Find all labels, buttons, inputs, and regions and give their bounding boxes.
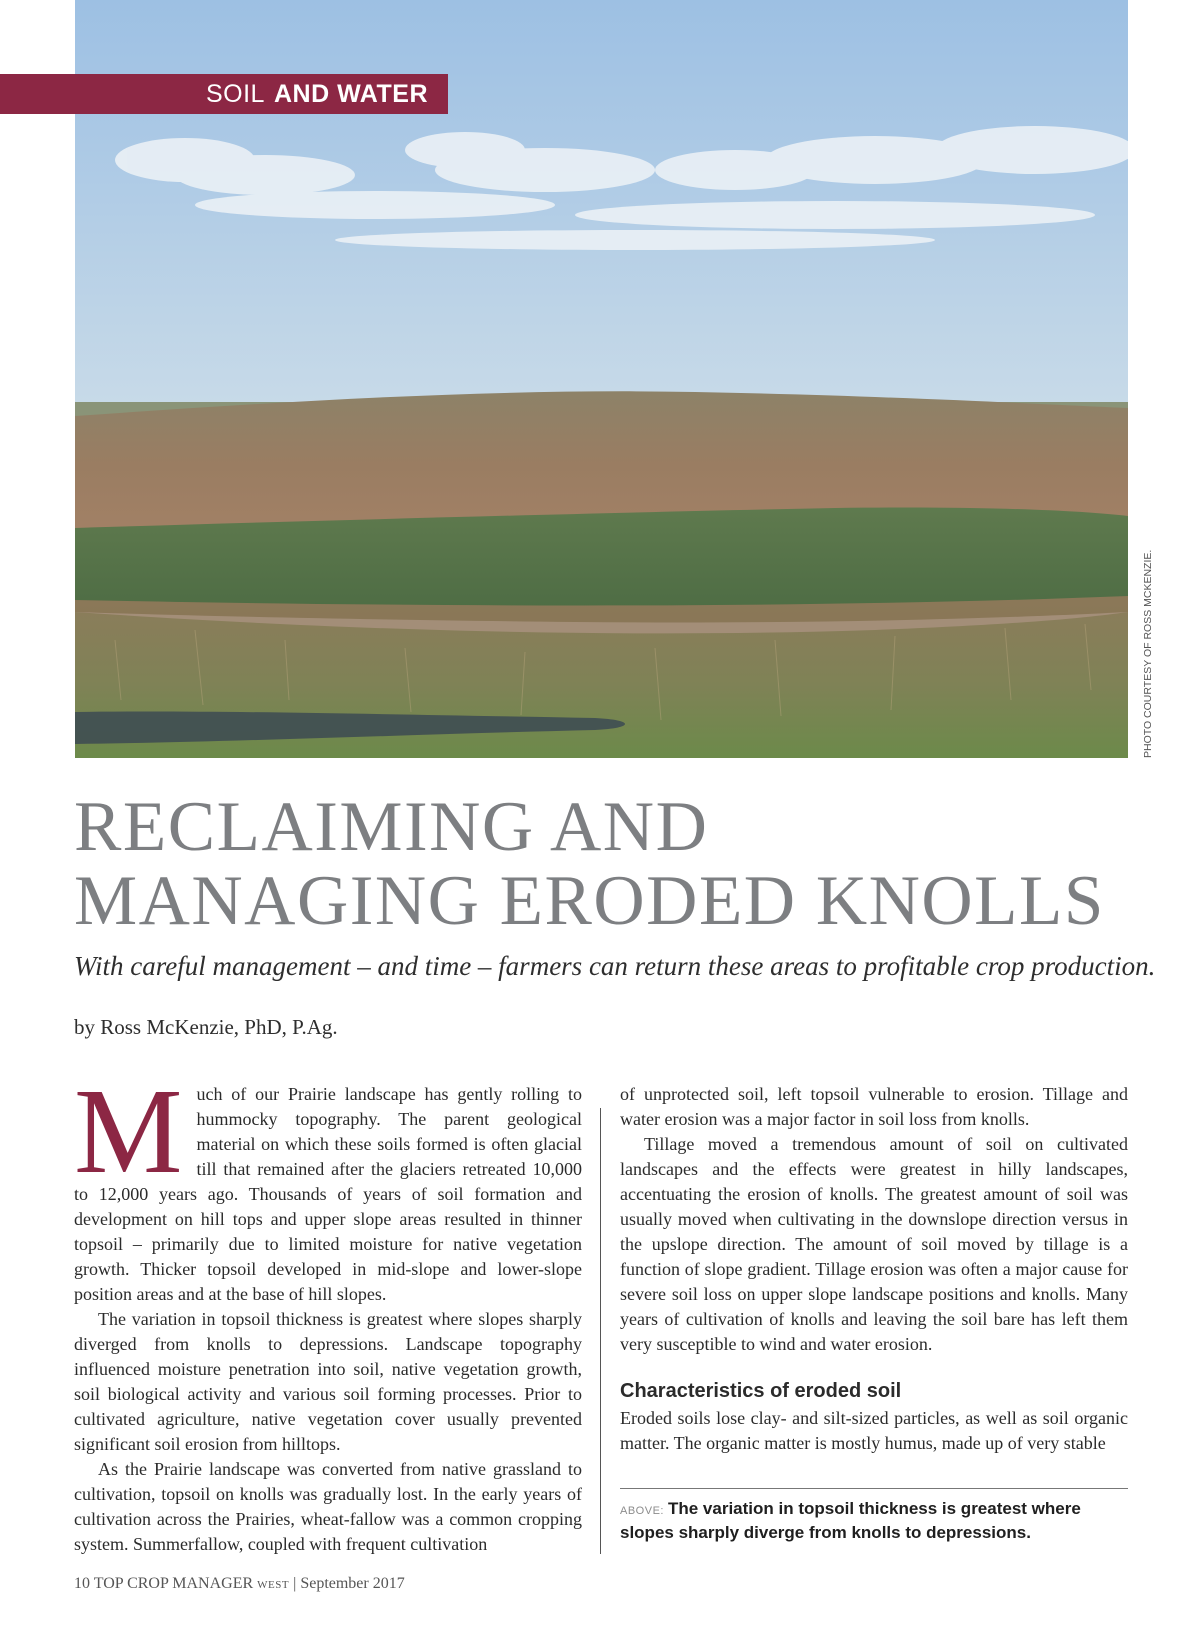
paragraph-1-text: uch of our Prairie landscape has gently rolling to hummocky topography. The parent geological material on which these soils formed is often glacial till that remained after the glaciers retreated 10,000 to 12,000 years ago. Thousands of years of soil formation and development on hill tops and upper slope areas resulted in thinner topsoil – primarily due to limited moisture for native vegetation growth. Thicker topsoil developed in mid-slope and lower-slope position areas and at the base of hill slopes. bbox=[74, 1084, 582, 1304]
photo-caption bbox=[620, 1498, 1128, 1543]
deck: With careful management – and time – farmers can return these areas to profitable crop production. bbox=[74, 951, 1156, 981]
paragraph-1 bbox=[74, 1064, 582, 1307]
headline bbox=[74, 790, 1105, 938]
caption-divider bbox=[620, 1488, 1128, 1489]
folio-magazine: TOP CROP MANAGER bbox=[93, 1575, 254, 1592]
photo-credit: PHOTO COURTESY OF ROSS MCKENZIE. bbox=[1142, 549, 1154, 758]
paragraph-4: Tillage moved a tremendous amount of soil on cultivated landscapes and the effects were greatest in hilly landscapes, accentuating the erosion of knolls. The greatest amount of soil was usually moved when cultivating in the downslope direction versus in the upslope direction. The amount of soil moved by tillage is a function of slope gradient. Tillage erosion was often a major cause for severe soil loss on upper slope landscape positions and knolls. Many years of cultivation of knolls and leaving the soil bare has left them very susceptible to wind and water erosion. bbox=[620, 1134, 1128, 1354]
byline: by Ross McKenzie, PhD, P.Ag. bbox=[74, 1015, 338, 1039]
folio-separator: | bbox=[293, 1575, 297, 1592]
paragraph-3-continued: of unprotected soil, left topsoil vulnerable to erosion. Tillage and water erosion was a major factor in soil loss from knolls. bbox=[620, 1084, 1128, 1129]
folio-date: September 2017 bbox=[300, 1575, 405, 1592]
column-left bbox=[74, 1064, 582, 1557]
section-tag-bold: AND WATER bbox=[273, 79, 428, 108]
paragraph-5: Eroded soils lose clay- and silt-sized particles, as well as soil organic matter. The organic matter is mostly humus, made up of very stable bbox=[620, 1408, 1128, 1453]
headline-line-2: MANAGING ERODED KNOLLS bbox=[74, 862, 1105, 940]
column-right bbox=[620, 1082, 1128, 1456]
paragraph-2: The variation in topsoil thickness is greatest where slopes sharply diverged from knolls to depressions. Landscape topography influenced moisture penetration into soil, native vegetation growth, soil biological activity and various soil forming processes. Prior to cultivated agriculture, native vegetation cover usually prevented significant soil erosion from hilltops. bbox=[74, 1309, 582, 1454]
paragraph-3: As the Prairie landscape was converted from native grassland to cultivation, topsoil on knolls was gradually lost. In the early years of cultivation across the Prairies, wheat-fallow was a common cropping system. Summerfallow, coupled with frequent cultivation bbox=[74, 1459, 582, 1554]
headline-line-1: RECLAIMING AND bbox=[74, 788, 709, 866]
drop-cap: M bbox=[74, 1064, 183, 1199]
caption-text: The variation in topsoil thickness is greatest where slopes sharply diverge from knolls to depressions. bbox=[620, 1499, 1081, 1542]
subhead: Characteristics of eroded soil bbox=[620, 1380, 902, 1402]
folio bbox=[74, 1575, 405, 1593]
column-divider bbox=[600, 1108, 601, 1554]
section-tag-light: SOIL bbox=[205, 79, 265, 108]
folio-edition: WEST bbox=[257, 1579, 290, 1591]
caption-label: ABOVE: bbox=[620, 1505, 664, 1517]
section-tag bbox=[0, 74, 448, 114]
folio-page: 10 bbox=[74, 1575, 90, 1592]
